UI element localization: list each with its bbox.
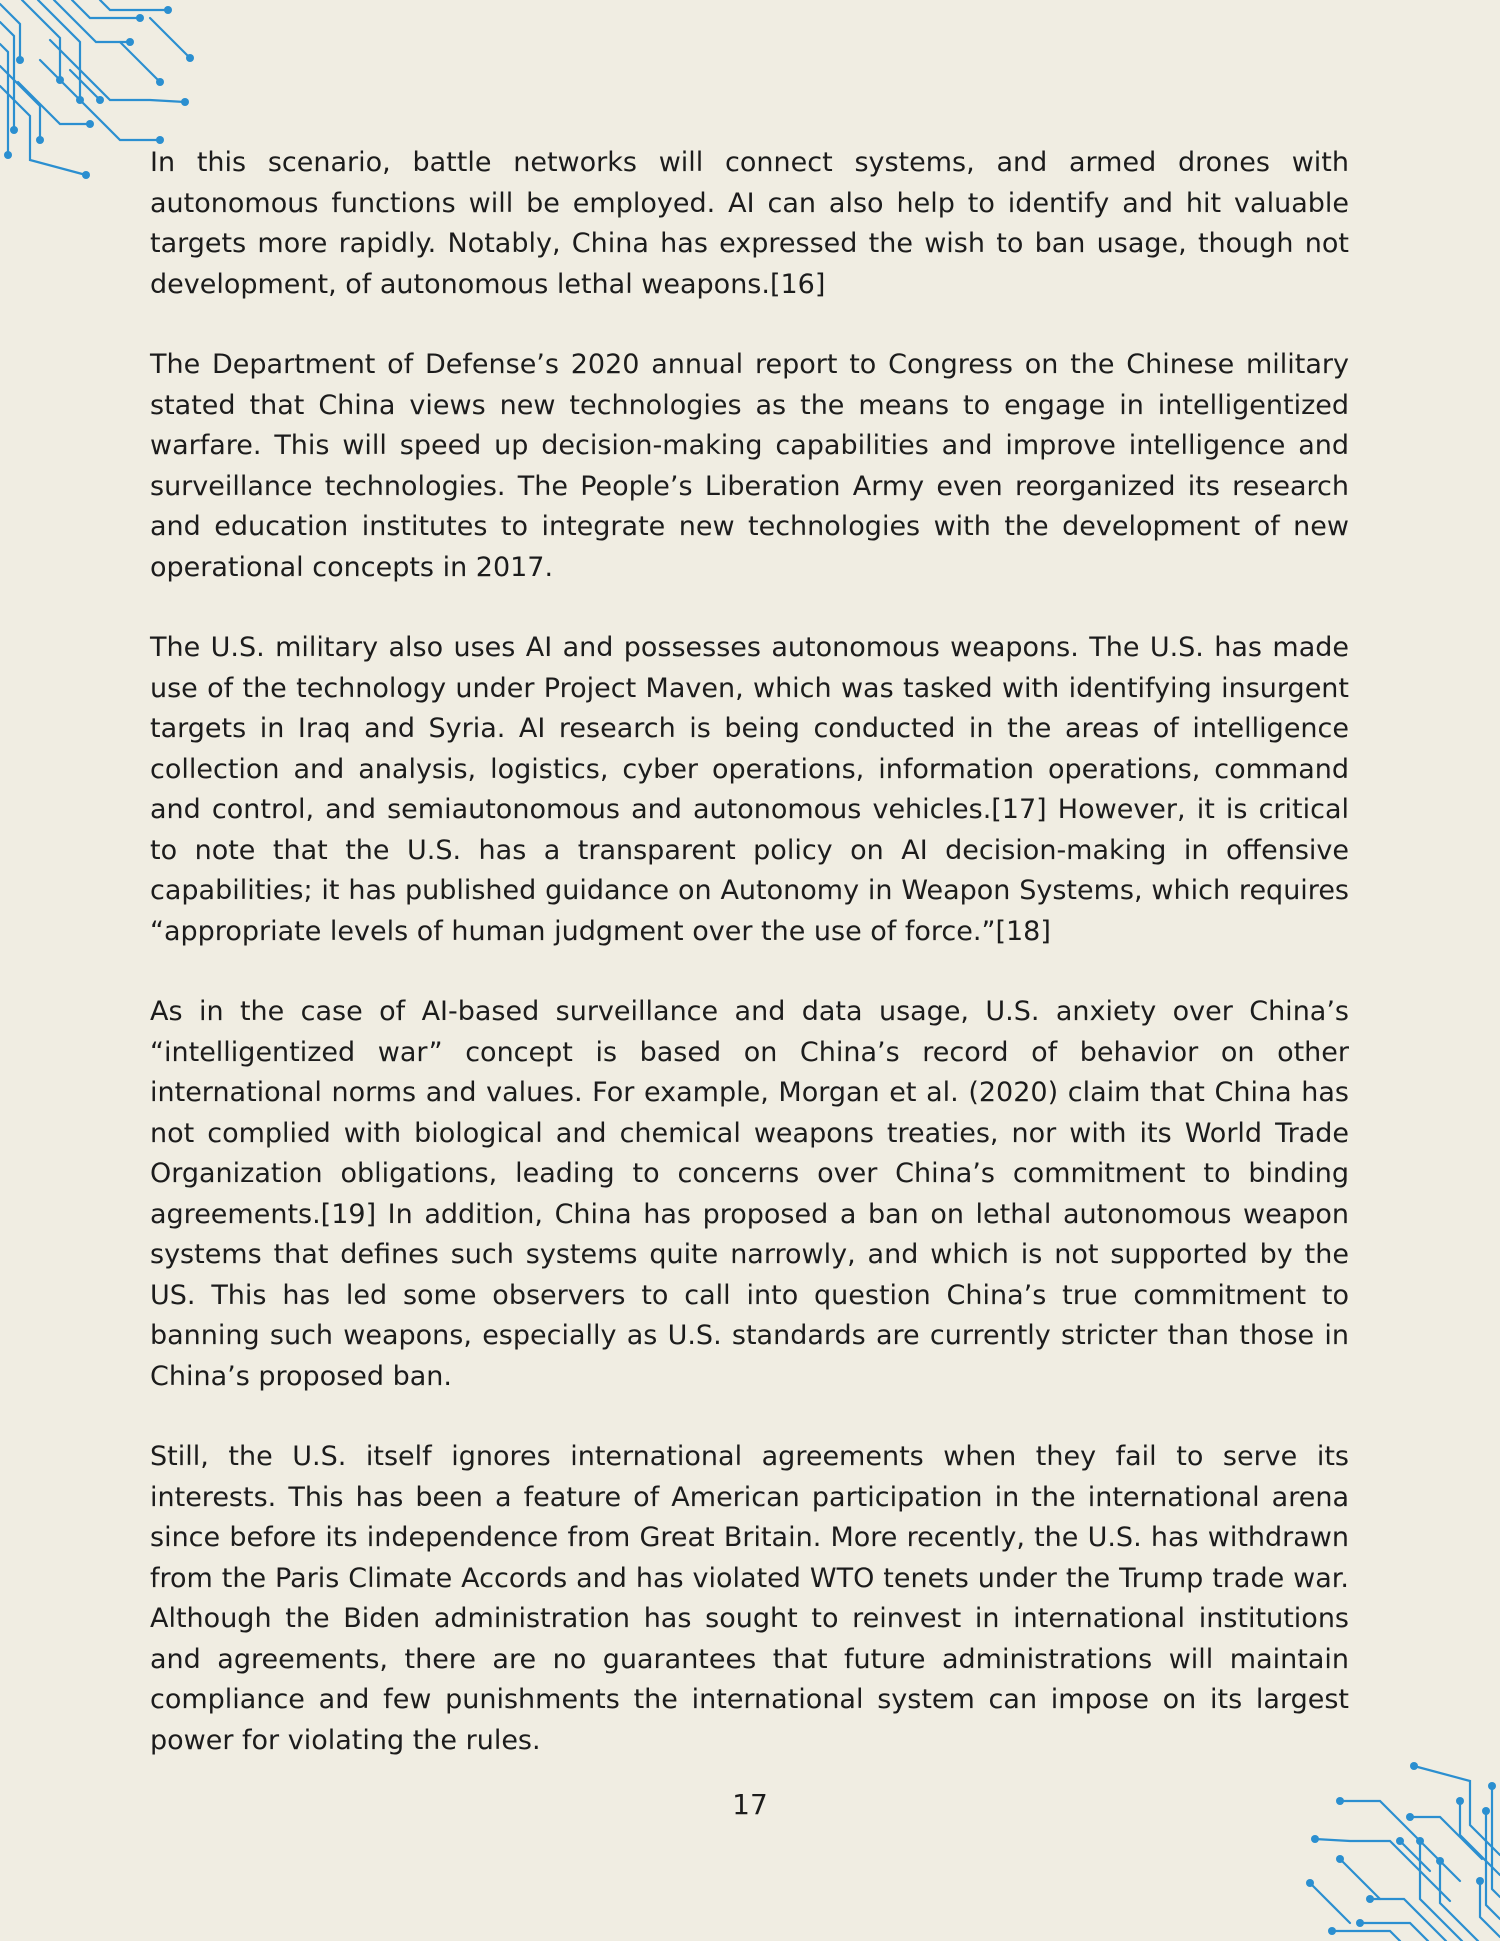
paragraph-5: Still, the U.S. itself ignores international agreements when they fail to serve its interests. This has been a feature of American participation in the international arena since before its independence from Great Britain. More recently, the U.S. has withdrawn from the Paris Climate Accords and has violated WTO tenets under the Trump trade war. Although the Biden administration has sought to reinvest in international institutions and agreements, there are no guarantees that future administrations will maintain compliance and few punishments the international system can impose on its largest power for violating the rules. [150,1441,1349,1756]
paragraph-1: In this scenario, battle networks will connect systems, and armed drones with autonomous functions will be employed. AI can also help to identify and hit valuable targets more rapidly. Notably, China has expressed the wish to ban usage, though not development, of autonomous lethal weapons.[16] [150,147,1349,300]
page-number: 17 [732,1788,768,1821]
paragraph-3: The U.S. military also uses AI and possesses autonomous weapons. The U.S. has made use of the technology under Project Maven, which was tasked with identifying insurgent targets in Iraq and Syria. AI research is being conducted in the areas of intelligence collection and analysis, logistics, cyber operations, information operations, command and control, and semiautonomous and autonomous vehicles.[17] However, it is critical to note that the U.S. has a transparent policy on AI decision-making in offensive capabilities; it has published guidance on Autonomy in Weapon Systems, which requires “appropriate levels of human judgment over the use of force.”[18] [150,632,1349,947]
paragraph-2: The Department of Defense’s 2020 annual report to Congress on the Chinese military stated that China views new technologies as the means to engage in intelligentized warfare. This will speed up decision-making capabilities and improve intelligence and surveillance technologies. The People’s Liberation Army even reorganized its research and education institutes to integrate new technologies with the development of new operational concepts in 2017. [150,349,1349,583]
article-body [150,143,1349,1801]
paragraph-4: As in the case of AI-based surveillance and data usage, U.S. anxiety over China’s “intelligentized war” concept is based on China’s record of behavior on other international norms and values. For example, Morgan et al. (2020) claim that China has not complied with biological and chemical weapons treaties, nor with its World Trade Organization obligations, leading to concerns over China’s commitment to binding agreements.[19] In addition, China has proposed a ban on lethal autonomous weapon systems that defines such systems quite narrowly, and which is not supported by the US. This has led some observers to call into question China’s true commitment to banning such weapons, especially as U.S. standards are currently stricter than those in China’s proposed ban. [150,996,1349,1392]
